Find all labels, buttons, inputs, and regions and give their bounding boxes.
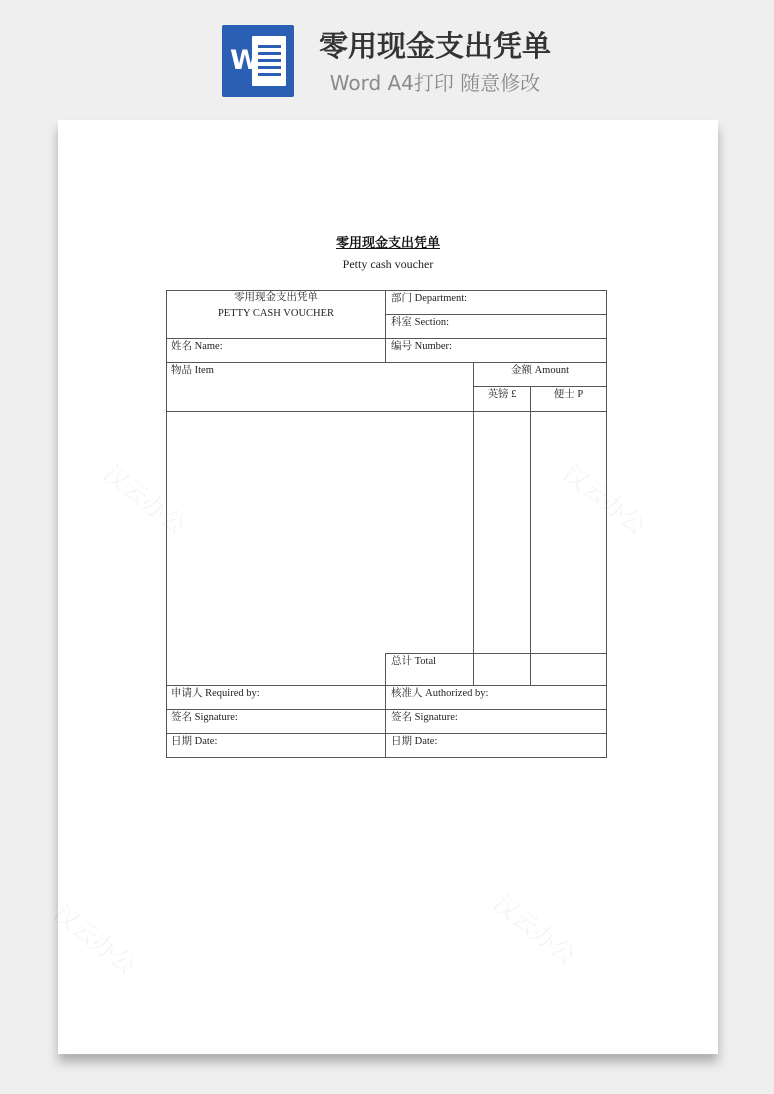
- required-by-field[interactable]: 申请人 Required by:: [171, 688, 260, 699]
- document-title: 零用现金支出凭单: [335, 236, 440, 251]
- word-icon: [222, 25, 294, 97]
- section-field[interactable]: 科室 Section:: [391, 317, 450, 328]
- voucher-form: [58, 120, 718, 1054]
- amount-header: 金额 Amount: [510, 365, 570, 376]
- department-field[interactable]: 部门 Department:: [391, 293, 468, 304]
- pence-header: 便士 P: [553, 389, 584, 400]
- voucher-title-cn: 零用现金支出凭单: [234, 292, 318, 303]
- banner: [0, 0, 774, 110]
- word-letter: W: [230, 45, 260, 76]
- name-field[interactable]: 姓名 Name:: [171, 341, 223, 352]
- number-field[interactable]: 编号 Number:: [391, 341, 452, 352]
- signature-left-field[interactable]: 签名 Signature:: [171, 712, 238, 723]
- total-label: 总计 Total: [391, 656, 437, 667]
- banner-title: 零用现金支出凭单: [318, 29, 551, 63]
- voucher-title-en: PETTY CASH VOUCHER: [217, 308, 335, 319]
- authorized-by-field[interactable]: 核准人 Authorized by:: [391, 688, 489, 699]
- pounds-header: 英镑 £: [487, 389, 517, 400]
- date-left-field[interactable]: 日期 Date:: [171, 736, 218, 747]
- document-page: [58, 120, 718, 1054]
- document-subtitle: Petty cash voucher: [342, 257, 434, 271]
- item-header: 物品 Item: [171, 365, 214, 376]
- banner-subtitle: Word A4打印 随意修改: [329, 71, 541, 95]
- signature-right-field[interactable]: 签名 Signature:: [391, 712, 458, 723]
- date-right-field[interactable]: 日期 Date:: [391, 736, 438, 747]
